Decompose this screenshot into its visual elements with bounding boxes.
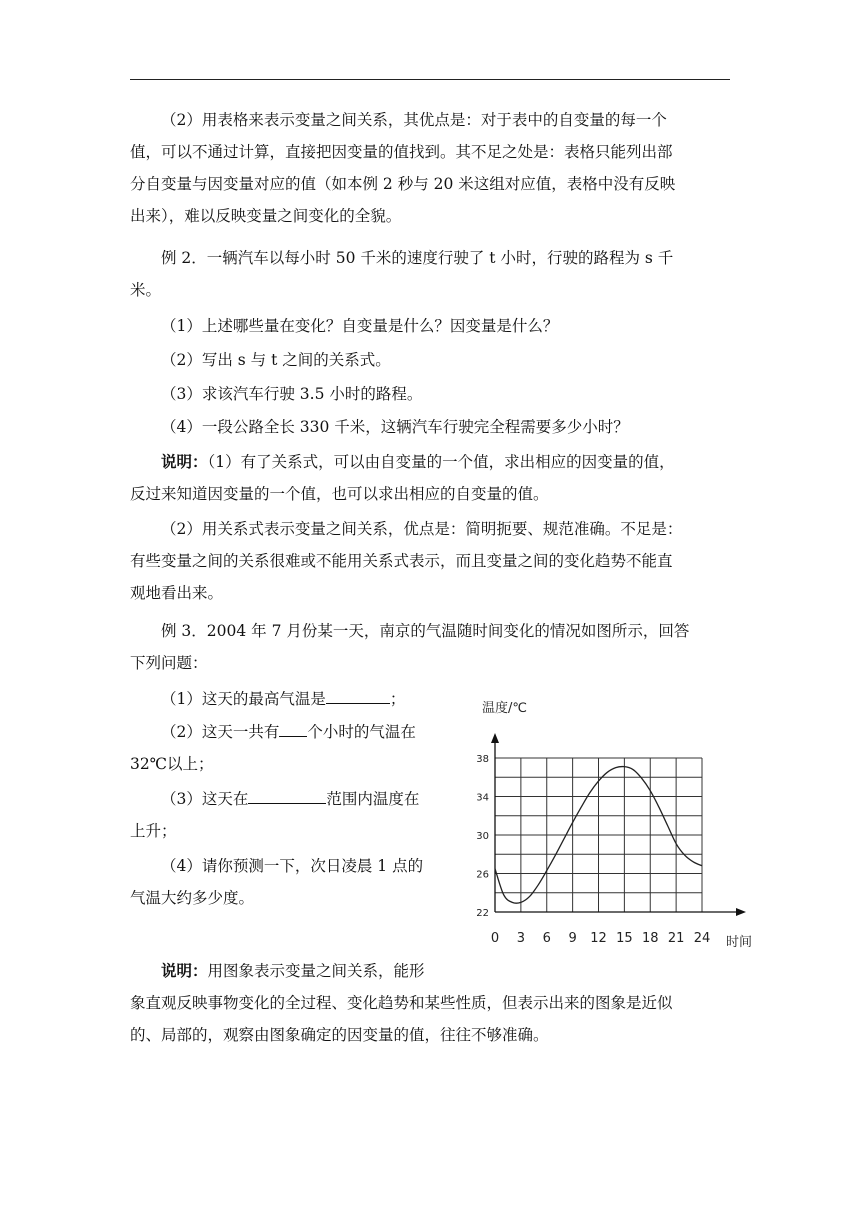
example-3-question-3-line-2: 上升； <box>130 822 177 840</box>
table-advantage-line-1: （2）用表格来表示变量之间关系，其优点是：对于表中的自变量的每一个 <box>161 111 667 129</box>
example-2-question-4: （4）一段公路全长 330 千米，这辆汽车行驶完全程需要多少小时？ <box>161 418 629 436</box>
y-tick-label: 26 <box>476 869 489 881</box>
q2-answer-blank[interactable] <box>279 718 307 737</box>
table-advantage-line-4: 出来），难以反映变量之间变化的全貌。 <box>130 207 402 225</box>
note-1-line-1 <box>130 446 730 478</box>
example-2-question-1: （1）上述哪些量在变化？自变量是什么？因变量是什么？ <box>161 317 559 335</box>
example-3-line-1: 例 3．2004 年 7 月份某一天，南京的气温随时间变化的情况如图所示，回答 <box>161 622 690 640</box>
x-tick-label: 21 <box>667 931 685 946</box>
note-1-label: 说明： <box>161 452 208 471</box>
x-axis-arrow <box>736 908 746 916</box>
q1-text-end: ； <box>389 690 406 708</box>
x-tick-label: 6 <box>542 931 551 946</box>
x-tick-label: 12 <box>590 931 607 946</box>
note-2-text-1: 用图象表示变量之间关系，能形 <box>207 962 425 980</box>
chart-y-axis-label: 温度/℃ <box>482 701 527 716</box>
example-3-question-4-line-2: 气温大约多少度。 <box>130 889 255 907</box>
table-advantage-line-2: 值，可以不通过计算，直接把因变量的值找到。其不足之处是：表格只能列出部 <box>130 143 673 161</box>
q3-text-end: 范围内温度在 <box>326 790 420 808</box>
x-tick-label: 15 <box>616 931 633 946</box>
y-tick-label: 30 <box>476 831 489 842</box>
note-1-text-1: （1）有了关系式，可以由自变量的一个值，求出相应的因变量的值， <box>207 453 675 471</box>
header-rule <box>130 79 730 80</box>
example-3-question-1 <box>130 683 450 715</box>
x-tick-label: 0 <box>490 931 500 946</box>
chart-tick-labels <box>476 754 710 946</box>
y-axis-arrow <box>491 733 499 743</box>
q2-text-end: 个小时的气温在 <box>307 723 416 741</box>
x-tick-label: 3 <box>516 931 526 946</box>
note-2-line-2: 象直观反映事物变化的全过程、变化趋势和某些性质，但表示出来的图象是近似 <box>130 994 673 1012</box>
example-3-question-2 <box>130 716 450 748</box>
note-1-line-3: （2）用关系式表示变量之间关系，优点是：简明扼要、规范准确。不足是： <box>161 520 683 538</box>
y-tick-label: 34 <box>476 792 489 804</box>
temperature-chart <box>470 690 770 955</box>
chart-axes <box>491 733 746 916</box>
chart-x-axis-label: 时间 <box>726 935 753 950</box>
example-3-question-2-line-2: 32℃以上； <box>130 755 214 773</box>
note-2-line-1 <box>130 955 460 987</box>
q1-answer-blank[interactable] <box>326 685 390 704</box>
table-advantage-line-3: 分自变量与因变量对应的值（如本例 2 秒与 20 米这组对应值，表格中没有反映 <box>130 175 676 193</box>
q2-text: （2）这天一共有 <box>161 723 280 741</box>
x-tick-label: 9 <box>568 931 577 946</box>
example-2-line-1: 例 2．一辆汽车以每小时 50 千米的速度行驶了 t 小时，行驶的路程为 s 千 <box>161 249 674 267</box>
example-3-question-4: （4）请你预测一下，次日凌晨 1 点的 <box>161 857 424 875</box>
y-tick-label: 22 <box>476 908 489 919</box>
example-2-line-2: 米。 <box>130 281 162 299</box>
x-tick-label: 18 <box>641 931 659 946</box>
y-tick-label: 38 <box>476 754 489 765</box>
q1-text: （1）这天的最高气温是 <box>161 690 326 708</box>
note-1-line-2: 反过来知道因变量的一个值，也可以求出相应的自变量的值。 <box>130 485 549 503</box>
note-1-line-4: 有些变量之间的关系很难或不能用关系式表示，而且变量之间的变化趋势不能直 <box>130 552 673 570</box>
example-3-line-2: 下列问题： <box>130 654 208 672</box>
example-2-question-3: （3）求该汽车行驶 3.5 小时的路程。 <box>161 385 423 403</box>
x-tick-label: 24 <box>693 931 711 946</box>
example-2-question-2: （2）写出 s 与 t 之间的关系式。 <box>161 351 391 369</box>
note-2-label: 说明： <box>161 961 208 980</box>
q3-answer-blank[interactable] <box>248 785 326 804</box>
note-2-line-3: 的、局部的，观察由图象确定的因变量的值，往往不够准确。 <box>130 1026 549 1044</box>
q3-text: （3）这天在 <box>161 790 249 808</box>
note-1-line-5: 观地看出来。 <box>130 584 224 602</box>
example-3-question-3 <box>130 783 450 815</box>
